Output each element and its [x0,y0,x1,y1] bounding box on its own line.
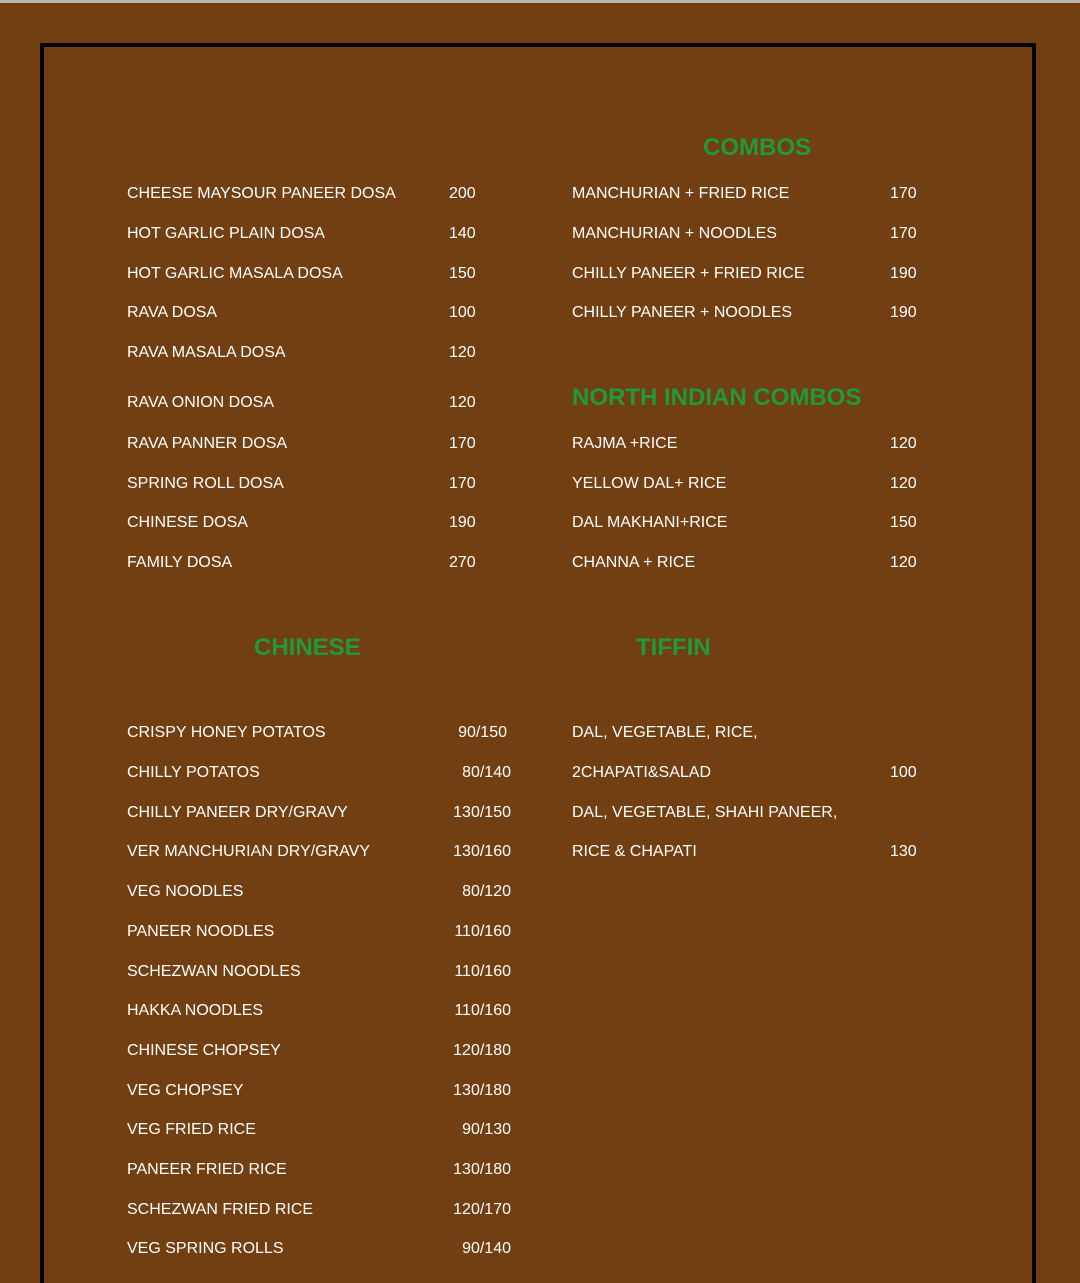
item-name: DAL, VEGETABLE, SHAHI PANEER, [572,804,838,821]
tiffin-heading: TIFFIN [636,634,711,661]
item-name: RAVA MASALA DOSA [127,344,286,361]
item-price: 150 [449,265,476,282]
item-price: 100 [890,764,917,781]
combos-heading: COMBOS [703,134,811,161]
item-price: 100 [449,304,476,321]
item-name: CHINESE CHOPSEY [127,1042,281,1059]
item-name: PANEER NOODLES [127,923,275,940]
item-price: 120 [890,475,917,492]
item-price: 90/130 [462,1121,511,1138]
item-name: VEG NOODLES [127,883,244,900]
item-price: 120 [449,394,476,411]
item-name: CHANNA + RICE [572,554,696,571]
item-price: 120/170 [453,1201,511,1218]
item-price: 120 [890,554,917,571]
item-name: FAMILY DOSA [127,554,233,571]
item-price: 110/160 [454,963,511,980]
item-price: 80/140 [462,764,511,781]
item-name: PANEER FRIED RICE [127,1161,287,1178]
item-price: 200 [449,185,476,202]
item-name: DAL MAKHANI+RICE [572,514,728,531]
item-name: CHINESE DOSA [127,514,248,531]
item-name: CHILLY PANEER DRY/GRAVY [127,804,348,821]
item-name: RAVA ONION DOSA [127,394,274,411]
item-name: VEG SPRING ROLLS [127,1240,284,1257]
item-price: 190 [890,304,917,321]
item-name: DAL, VEGETABLE, RICE, [572,724,758,741]
item-price: 170 [449,435,476,452]
item-price: 110/160 [454,923,511,940]
item-name: SPRING ROLL DOSA [127,475,284,492]
item-price: 90/140 [462,1240,511,1257]
item-price: 120 [449,344,476,361]
item-price: 110/160 [454,1002,511,1019]
item-name: RICE & CHAPATI [572,843,697,860]
item-name: CRISPY HONEY POTATOS [127,724,326,741]
item-name: RAJMA +RICE [572,435,678,452]
item-name: CHILLY PANEER + FRIED RICE [572,265,805,282]
item-name: HOT GARLIC MASALA DOSA [127,265,343,282]
top-strip [0,0,1080,3]
item-price: 130/150 [453,804,511,821]
item-name: MANCHURIAN + NOODLES [572,225,777,242]
item-name: VEG FRIED RICE [127,1121,256,1138]
item-price: 120/180 [453,1042,511,1059]
item-price: 130/160 [453,843,511,860]
item-name: CHEESE MAYSOUR PANEER DOSA [127,185,396,202]
item-price: 190 [449,514,476,531]
item-name: SCHEZWAN NOODLES [127,963,301,980]
item-price: 170 [449,475,476,492]
item-price: 170 [890,185,917,202]
item-name: RAVA PANNER DOSA [127,435,288,452]
item-price: 170 [890,225,917,242]
item-name: MANCHURIAN + FRIED RICE [572,185,790,202]
item-name: VER MANCHURIAN DRY/GRAVY [127,843,370,860]
item-name: CHILLY POTATOS [127,764,260,781]
item-price: 130/180 [453,1082,511,1099]
north-indian-combos-heading: NORTH INDIAN COMBOS [572,384,862,411]
item-name: YELLOW DAL+ RICE [572,475,727,492]
item-name: 2CHAPATI&SALAD [572,764,712,781]
item-price: 130/180 [453,1161,511,1178]
item-price: 270 [449,554,476,571]
item-name: RAVA DOSA [127,304,218,321]
item-price: 130 [890,843,917,860]
item-name: HAKKA NOODLES [127,1002,264,1019]
item-price: 90/150 [458,724,507,741]
chinese-heading: CHINESE [254,634,361,661]
item-price: 150 [890,514,917,531]
item-name: VEG CHOPSEY [127,1082,244,1099]
item-name: SCHEZWAN FRIED RICE [127,1201,314,1218]
item-price: 80/120 [462,883,511,900]
item-name: HOT GARLIC PLAIN DOSA [127,225,325,242]
item-price: 140 [449,225,476,242]
item-price: 120 [890,435,917,452]
item-price: 190 [890,265,917,282]
item-name: CHILLY PANEER + NOODLES [572,304,793,321]
